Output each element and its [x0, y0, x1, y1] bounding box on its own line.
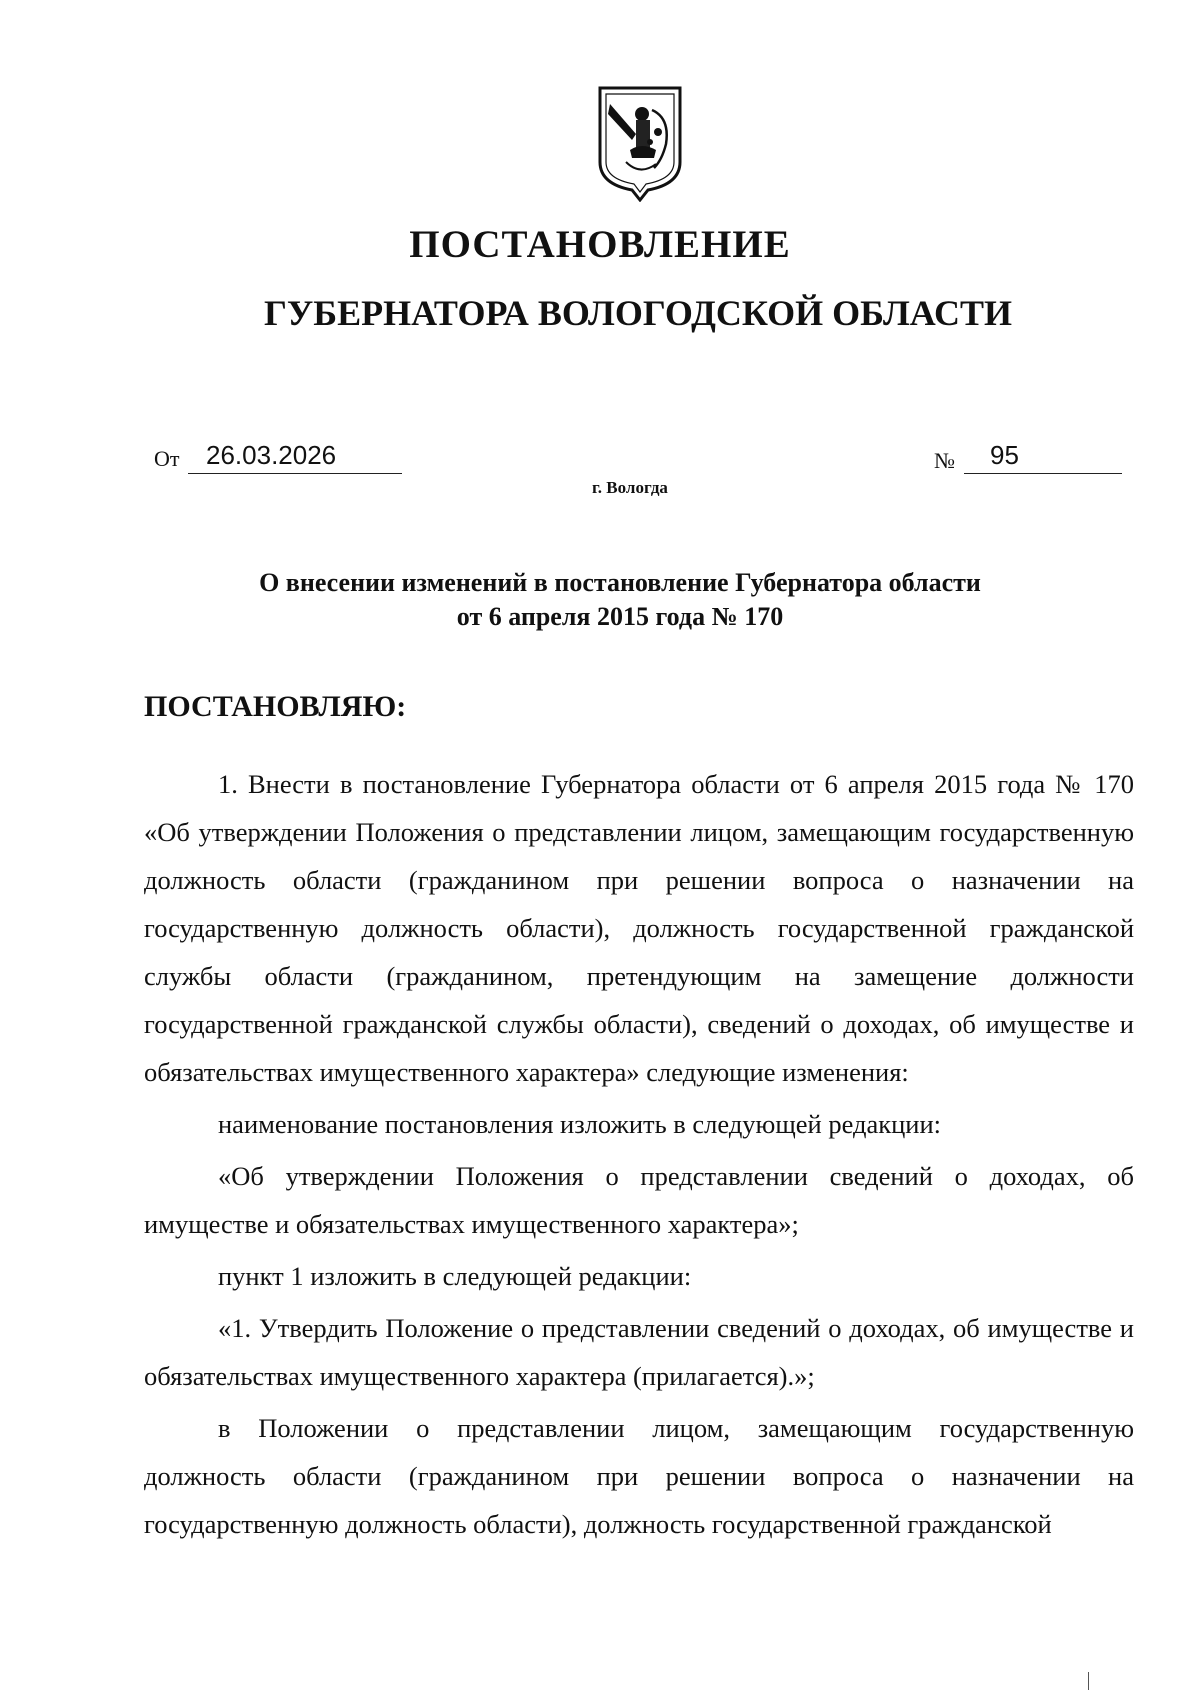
document-title: ПОСТАНОВЛЕНИЕ — [409, 223, 791, 266]
document-body — [144, 760, 1134, 1548]
issuer-title: ГУБЕРНАТОРА ВОЛОГОДСКОЙ ОБЛАСТИ — [263, 293, 1013, 333]
document-date: 26.03.2026 — [188, 440, 402, 474]
city-name: г. Вологда — [592, 478, 668, 497]
number-label: № — [934, 448, 955, 473]
document-subject — [160, 566, 1080, 634]
paragraph: в Положении о представлении лицом, замещающим государственную должность области (гражданином при решении вопроса о назначении на государственную должность области), должность государственной гражданской — [144, 1413, 1134, 1539]
decree-heading: ПОСТАНОВЛЯЮ: — [144, 690, 407, 723]
date-label: От — [154, 446, 180, 471]
vologda-coat-of-arms-icon — [596, 84, 684, 202]
paragraph: 1. Внести в постановление Губернатора области от 6 апреля 2015 года № 170 «Об утверждении Положения о представлении лицом, замещающим государственную должность области (гражданином при решении вопроса о назначении на государственную должность области), должность государственной гражданской службы области (гражданином, претендующим на замещение должности государственной гражданской службы области), сведений о доходах, об имуществе и обязательствах имущественного характера» следующие изменения: — [144, 769, 1134, 1087]
page-mark — [1088, 1672, 1089, 1690]
document-number: 95 — [964, 440, 1122, 474]
paragraph: «1. Утвердить Положение о представлении сведений о доходах, об имуществе и обязательствах имущественного характера (прилагается).»; — [144, 1313, 1134, 1391]
paragraph: наименование постановления изложить в следующей редакции: — [218, 1109, 942, 1139]
subject-line-2: от 6 апреля 2015 года № 170 — [456, 602, 784, 631]
subject-line-1: О внесении изменений в постановление Губернатора области — [259, 568, 981, 597]
paragraph: пункт 1 изложить в следующей редакции: — [218, 1261, 692, 1291]
paragraph: «Об утверждении Положения о представлении сведений о доходах, об имуществе и обязательствах имущественного характера»; — [144, 1161, 1134, 1239]
